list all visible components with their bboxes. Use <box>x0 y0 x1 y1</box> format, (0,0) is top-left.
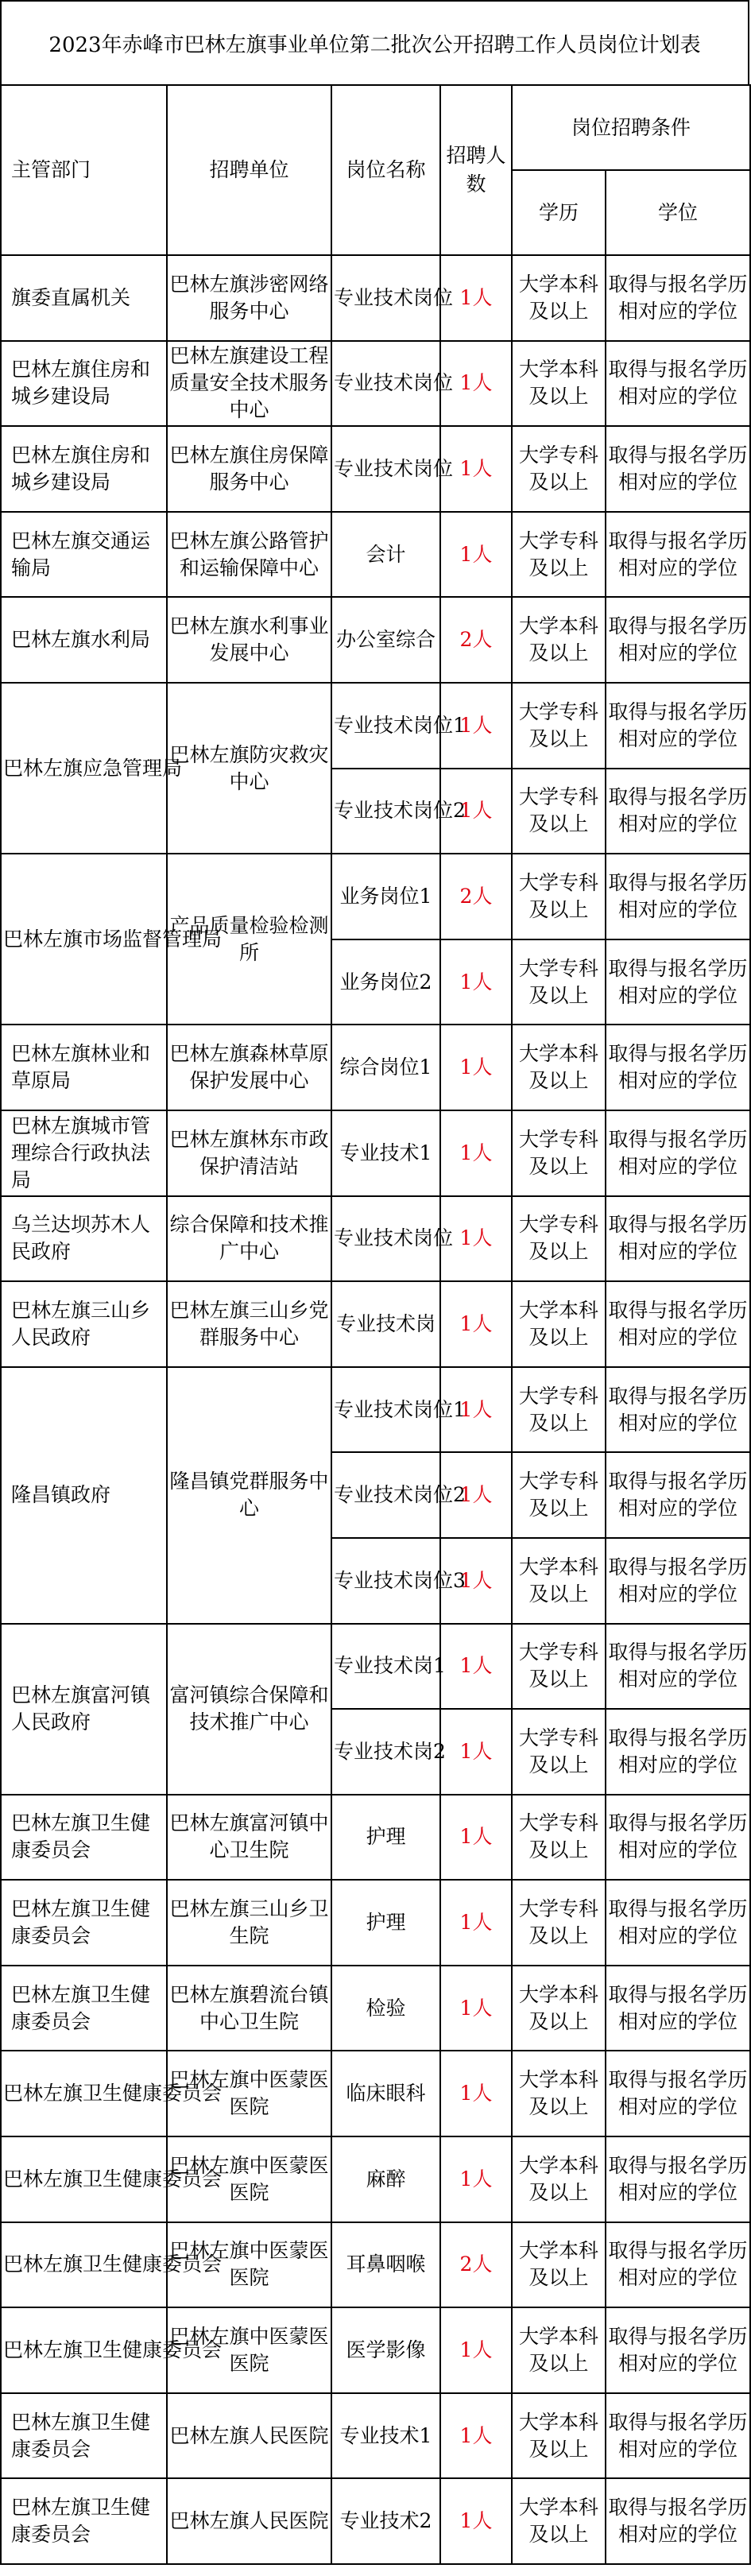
cell-count: 1人 <box>440 1709 512 1795</box>
page-title: 2023年赤峰市巴林左旗事业单位第二批次公开招聘工作人员岗位计划表 <box>0 0 749 86</box>
table-row <box>1 683 750 769</box>
cell-education: 大学本科及以上 <box>512 1281 606 1367</box>
cell-education: 大学本科及以上 <box>512 2051 606 2136</box>
cell-degree: 取得与报名学历相对应的学位 <box>606 1367 750 1453</box>
cell-education: 大学专科及以上 <box>512 769 606 854</box>
table-row <box>1 1880 750 1966</box>
table-row <box>1 1795 750 1881</box>
cell-education: 大学专科及以上 <box>512 1624 606 1710</box>
cell-count: 1人 <box>440 1538 512 1624</box>
cell-education: 大学专科及以上 <box>512 683 606 769</box>
table-row <box>1 1966 750 2051</box>
table-row <box>1 2222 750 2308</box>
cell-unit: 巴林左旗住房保障服务中心 <box>167 426 331 512</box>
cell-dept: 巴林左旗林业和草原局 <box>1 1025 167 1110</box>
cell-unit: 巴林左旗三山乡党群服务中心 <box>167 1281 331 1367</box>
cell-count: 1人 <box>440 1624 512 1710</box>
cell-education: 大学专科及以上 <box>512 1880 606 1966</box>
cell-position: 专业技术1 <box>331 1110 440 1196</box>
cell-unit: 巴林左旗建设工程质量安全技术服务中心 <box>167 341 331 427</box>
cell-count: 1人 <box>440 683 512 769</box>
cell-dept: 旗委直属机关 <box>1 255 167 341</box>
cell-dept: 巴林左旗卫生健康委员会 <box>1 2051 167 2136</box>
cell-dept: 巴林左旗卫生健康委员会 <box>1 1795 167 1881</box>
cell-unit: 巴林左旗公路管护和运输保障中心 <box>167 512 331 598</box>
cell-dept: 巴林左旗住房和城乡建设局 <box>1 426 167 512</box>
cell-education: 大学专科及以上 <box>512 512 606 598</box>
cell-count: 1人 <box>440 2393 512 2479</box>
table-row <box>1 426 750 512</box>
cell-position: 专业技术岗位2 <box>331 1452 440 1538</box>
cell-position: 专业技术岗1 <box>331 1624 440 1710</box>
cell-degree: 取得与报名学历相对应的学位 <box>606 769 750 854</box>
cell-education: 大学本科及以上 <box>512 1025 606 1110</box>
cell-position: 专业技术1 <box>331 2393 440 2479</box>
cell-unit: 巴林左旗富河镇中心卫生院 <box>167 1795 331 1881</box>
cell-dept: 巴林左旗卫生健康委员会 <box>1 2478 167 2564</box>
cell-degree: 取得与报名学历相对应的学位 <box>606 1110 750 1196</box>
cell-count: 1人 <box>440 1880 512 1966</box>
cell-position: 医学影像 <box>331 2307 440 2393</box>
cell-dept: 隆昌镇政府 <box>1 1367 167 1624</box>
table-row <box>1 1025 750 1110</box>
cell-position: 专业技术岗位1 <box>331 683 440 769</box>
cell-degree: 取得与报名学历相对应的学位 <box>606 683 750 769</box>
cell-position: 办公室综合 <box>331 597 440 683</box>
cell-degree: 取得与报名学历相对应的学位 <box>606 1624 750 1710</box>
cell-education: 大学本科及以上 <box>512 341 606 427</box>
cell-degree: 取得与报名学历相对应的学位 <box>606 512 750 598</box>
cell-unit: 隆昌镇党群服务中心 <box>167 1367 331 1624</box>
cell-dept: 巴林左旗水利局 <box>1 597 167 683</box>
cell-dept: 巴林左旗卫生健康委员会 <box>1 1966 167 2051</box>
cell-education: 大学专科及以上 <box>512 426 606 512</box>
cell-position: 专业技术岗位 <box>331 341 440 427</box>
cell-education: 大学专科及以上 <box>512 1795 606 1881</box>
cell-count: 1人 <box>440 1110 512 1196</box>
cell-degree: 取得与报名学历相对应的学位 <box>606 2307 750 2393</box>
cell-dept: 巴林左旗住房和城乡建设局 <box>1 341 167 427</box>
cell-education: 大学本科及以上 <box>512 2307 606 2393</box>
header-row <box>1 85 750 170</box>
cell-dept: 巴林左旗富河镇人民政府 <box>1 1624 167 1795</box>
cell-degree: 取得与报名学历相对应的学位 <box>606 1281 750 1367</box>
cell-education: 大学专科及以上 <box>512 1196 606 1282</box>
cell-position: 护理 <box>331 1880 440 1966</box>
cell-education: 大学专科及以上 <box>512 1110 606 1196</box>
cell-degree: 取得与报名学历相对应的学位 <box>606 426 750 512</box>
cell-dept: 巴林左旗卫生健康委员会 <box>1 2307 167 2393</box>
cell-degree: 取得与报名学历相对应的学位 <box>606 1795 750 1881</box>
header-conditions: 岗位招聘条件 <box>512 85 750 170</box>
cell-degree: 取得与报名学历相对应的学位 <box>606 939 750 1025</box>
header-education: 学历 <box>512 170 606 255</box>
table-row <box>1 1281 750 1367</box>
cell-count: 2人 <box>440 854 512 939</box>
cell-count: 1人 <box>440 255 512 341</box>
cell-education: 大学专科及以上 <box>512 1452 606 1538</box>
table-row <box>1 341 750 427</box>
cell-count: 1人 <box>440 1281 512 1367</box>
table-row <box>1 2393 750 2479</box>
cell-position: 会计 <box>331 512 440 598</box>
cell-education: 大学专科及以上 <box>512 1367 606 1453</box>
cell-degree: 取得与报名学历相对应的学位 <box>606 1880 750 1966</box>
cell-unit: 产品质量检验检测所 <box>167 854 331 1025</box>
cell-count: 1人 <box>440 939 512 1025</box>
cell-education: 大学本科及以上 <box>512 2222 606 2308</box>
cell-position: 专业技术岗2 <box>331 1709 440 1795</box>
cell-count: 1人 <box>440 1196 512 1282</box>
cell-dept: 巴林左旗交通运输局 <box>1 512 167 598</box>
cell-degree: 取得与报名学历相对应的学位 <box>606 2393 750 2479</box>
cell-degree: 取得与报名学历相对应的学位 <box>606 1196 750 1282</box>
cell-education: 大学本科及以上 <box>512 2478 606 2564</box>
table-row <box>1 2478 750 2564</box>
cell-unit: 巴林左旗防灾救灾中心 <box>167 683 331 854</box>
cell-count: 1人 <box>440 1452 512 1538</box>
header-dept: 主管部门 <box>1 85 167 255</box>
cell-position: 专业技术岗位2 <box>331 769 440 854</box>
cell-degree: 取得与报名学历相对应的学位 <box>606 255 750 341</box>
cell-unit: 巴林左旗水利事业发展中心 <box>167 597 331 683</box>
cell-unit: 富河镇综合保障和技术推广中心 <box>167 1624 331 1795</box>
cell-dept: 巴林左旗卫生健康委员会 <box>1 2136 167 2222</box>
cell-unit: 巴林左旗森林草原保护发展中心 <box>167 1025 331 1110</box>
cell-degree: 取得与报名学历相对应的学位 <box>606 1452 750 1538</box>
table-row <box>1 2051 750 2136</box>
cell-unit: 综合保障和技术推广中心 <box>167 1196 331 1282</box>
cell-position: 临床眼科 <box>331 2051 440 2136</box>
cell-count: 1人 <box>440 512 512 598</box>
header-degree: 学位 <box>606 170 750 255</box>
table-row <box>1 2136 750 2222</box>
cell-position: 业务岗位2 <box>331 939 440 1025</box>
cell-education: 大学专科及以上 <box>512 939 606 1025</box>
cell-unit: 巴林左旗三山乡卫生院 <box>167 1880 331 1966</box>
cell-position: 麻醉 <box>331 2136 440 2222</box>
cell-degree: 取得与报名学历相对应的学位 <box>606 341 750 427</box>
header-position: 岗位名称 <box>331 85 440 255</box>
table-row <box>1 597 750 683</box>
table-row <box>1 1110 750 1196</box>
cell-education: 大学本科及以上 <box>512 2136 606 2222</box>
cell-dept: 巴林左旗市场监督管理局 <box>1 854 167 1025</box>
cell-degree: 取得与报名学历相对应的学位 <box>606 1025 750 1110</box>
cell-degree: 取得与报名学历相对应的学位 <box>606 2478 750 2564</box>
cell-position: 专业技术岗位1 <box>331 1367 440 1453</box>
table-row <box>1 1196 750 1282</box>
cell-degree: 取得与报名学历相对应的学位 <box>606 2222 750 2308</box>
table-body <box>1 85 750 2564</box>
cell-degree: 取得与报名学历相对应的学位 <box>606 854 750 939</box>
cell-dept: 巴林左旗三山乡人民政府 <box>1 1281 167 1367</box>
cell-position: 专业技术岗位 <box>331 426 440 512</box>
cell-unit: 巴林左旗中医蒙医医院 <box>167 2222 331 2308</box>
cell-count: 1人 <box>440 1966 512 2051</box>
header-unit: 招聘单位 <box>167 85 331 255</box>
cell-count: 2人 <box>440 597 512 683</box>
cell-dept: 乌兰达坝苏木人民政府 <box>1 1196 167 1282</box>
cell-position: 耳鼻咽喉 <box>331 2222 440 2308</box>
cell-unit: 巴林左旗人民医院 <box>167 2478 331 2564</box>
cell-position: 专业技术岗 <box>331 1281 440 1367</box>
cell-dept: 巴林左旗卫生健康委员会 <box>1 1880 167 1966</box>
cell-unit: 巴林左旗中医蒙医医院 <box>167 2307 331 2393</box>
cell-education: 大学本科及以上 <box>512 255 606 341</box>
cell-count: 1人 <box>440 1367 512 1453</box>
cell-count: 1人 <box>440 2136 512 2222</box>
cell-position: 专业技术岗位 <box>331 255 440 341</box>
cell-dept: 巴林左旗卫生健康委员会 <box>1 2393 167 2479</box>
cell-unit: 巴林左旗人民医院 <box>167 2393 331 2479</box>
header-count: 招聘人数 <box>440 85 512 255</box>
cell-count: 2人 <box>440 2222 512 2308</box>
cell-dept: 巴林左旗城市管理综合行政执法局 <box>1 1110 167 1196</box>
cell-count: 1人 <box>440 1795 512 1881</box>
cell-dept: 巴林左旗应急管理局 <box>1 683 167 854</box>
cell-education: 大学专科及以上 <box>512 1709 606 1795</box>
cell-count: 1人 <box>440 341 512 427</box>
cell-count: 1人 <box>440 2051 512 2136</box>
cell-position: 综合岗位1 <box>331 1025 440 1110</box>
cell-position: 检验 <box>331 1966 440 2051</box>
recruitment-table <box>0 84 751 2565</box>
table-row <box>1 1624 750 1710</box>
table-row <box>1 255 750 341</box>
cell-degree: 取得与报名学历相对应的学位 <box>606 2136 750 2222</box>
cell-unit: 巴林左旗涉密网络服务中心 <box>167 255 331 341</box>
cell-position: 业务岗位1 <box>331 854 440 939</box>
cell-count: 1人 <box>440 426 512 512</box>
cell-degree: 取得与报名学历相对应的学位 <box>606 1709 750 1795</box>
cell-education: 大学本科及以上 <box>512 1966 606 2051</box>
cell-unit: 巴林左旗林东市政保护清洁站 <box>167 1110 331 1196</box>
cell-unit: 巴林左旗中医蒙医医院 <box>167 2051 331 2136</box>
cell-unit: 巴林左旗碧流台镇中心卫生院 <box>167 1966 331 2051</box>
cell-unit: 巴林左旗中医蒙医医院 <box>167 2136 331 2222</box>
cell-position: 专业技术2 <box>331 2478 440 2564</box>
cell-count: 1人 <box>440 769 512 854</box>
cell-position: 专业技术岗位 <box>331 1196 440 1282</box>
cell-degree: 取得与报名学历相对应的学位 <box>606 2051 750 2136</box>
cell-count: 1人 <box>440 1025 512 1110</box>
cell-degree: 取得与报名学历相对应的学位 <box>606 597 750 683</box>
cell-degree: 取得与报名学历相对应的学位 <box>606 1966 750 2051</box>
cell-position: 专业技术岗位3 <box>331 1538 440 1624</box>
cell-degree: 取得与报名学历相对应的学位 <box>606 1538 750 1624</box>
cell-education: 大学本科及以上 <box>512 597 606 683</box>
table-row <box>1 854 750 939</box>
table-row <box>1 1367 750 1453</box>
cell-education: 大学本科及以上 <box>512 1538 606 1624</box>
cell-education: 大学本科及以上 <box>512 2393 606 2479</box>
cell-dept: 巴林左旗卫生健康委员会 <box>1 2222 167 2308</box>
table-row <box>1 512 750 598</box>
cell-education: 大学专科及以上 <box>512 854 606 939</box>
cell-count: 1人 <box>440 2307 512 2393</box>
cell-count: 1人 <box>440 2478 512 2564</box>
table-row <box>1 2307 750 2393</box>
cell-position: 护理 <box>331 1795 440 1881</box>
